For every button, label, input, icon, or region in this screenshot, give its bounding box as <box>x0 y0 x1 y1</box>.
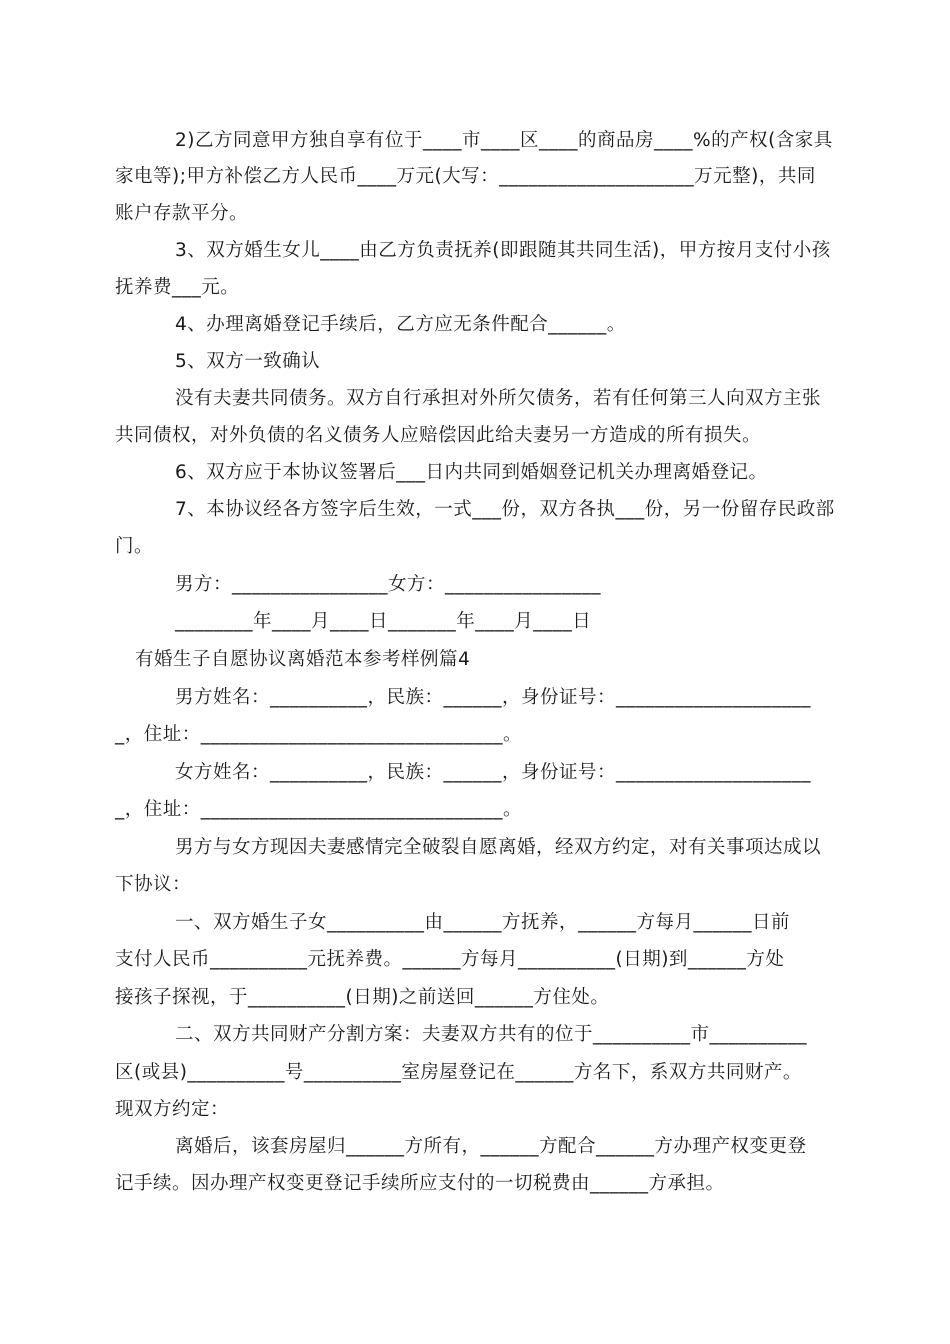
text-line: 2)乙方同意甲方独自享有位于____市____区____的商品房____%的产权(含家具 <box>175 130 833 151</box>
text-line: 离婚后，该套房屋归______方所有，______方配合______方办理产权变更登 <box>175 1136 807 1157</box>
text-line: 账户存款平分。 <box>115 203 249 224</box>
signature-line: 男方：________________女方：________________ <box>175 574 602 595</box>
text-line: _，住址：_______________________________。 <box>115 724 523 745</box>
text-line: 男方与女方现因夫妻感情完全破裂自愿离婚，经双方约定，对有关事项达成以 <box>175 837 822 858</box>
text-line: 没有夫妻共同债务。双方自行承担对外所欠债务，若有任何第三人向双方主张 <box>175 388 822 409</box>
text-line: 区(或县)__________号__________室房屋登记在______方名下，系双方共同财产。 <box>115 1062 802 1083</box>
text-line: 家电等);甲方补偿乙方人民币____万元(大写：____________________万元整)，共同 <box>115 166 816 187</box>
text-line: 现双方约定： <box>115 1099 230 1120</box>
text-line: 记手续。因办理产权变更登记手续所应支付的一切税费由______方承担。 <box>115 1173 725 1194</box>
section-heading: 有婚生子自愿协议离婚范本参考样例篇4 <box>135 649 471 670</box>
text-line: 支付人民币__________元抚养费。______方每月__________(日期)到______方处 <box>115 949 785 970</box>
text-line: 6、双方应于本协议签署后___日内共同到婚姻登记机关办理离婚登记。 <box>175 462 768 483</box>
text-line: 4、办理离婚登记手续后，乙方应无条件配合______。 <box>175 314 626 335</box>
text-line: 男方姓名：__________，民族：______，身份证号：____________________ <box>175 687 812 708</box>
text-line: 抚养费___元。 <box>115 277 240 298</box>
text-line: 共同债权，对外负债的名义债务人应赔偿因此给夫妻另一方造成的所有损失。 <box>115 425 762 446</box>
text-line: 门。 <box>115 536 154 557</box>
text-line: 二、双方共同财产分割方案：夫妻双方共有的位于__________市__________ <box>175 1024 808 1045</box>
text-line: _，住址：_______________________________。 <box>115 799 523 820</box>
text-line: 接孩子探视，于__________(日期)之前送回______方住处。 <box>115 987 610 1008</box>
text-line: 5、双方一致确认 <box>175 351 321 372</box>
text-line: 女方姓名：__________，民族：______，身份证号：____________________ <box>175 762 812 783</box>
date-line: ________年____月____日_______年____月____日 <box>175 611 592 632</box>
text-line: 3、双方婚生女儿____由乙方负责抚养(即跟随其共同生活)，甲方按月支付小孩 <box>175 240 831 261</box>
text-line: 7、本协议经各方签字后生效，一式___份，双方各执___份，另一份留存民政部 <box>175 499 835 520</box>
text-line: 下协议： <box>115 874 192 895</box>
text-line: 一、双方婚生子女__________由______方抚养，______方每月______日前 <box>175 912 791 933</box>
